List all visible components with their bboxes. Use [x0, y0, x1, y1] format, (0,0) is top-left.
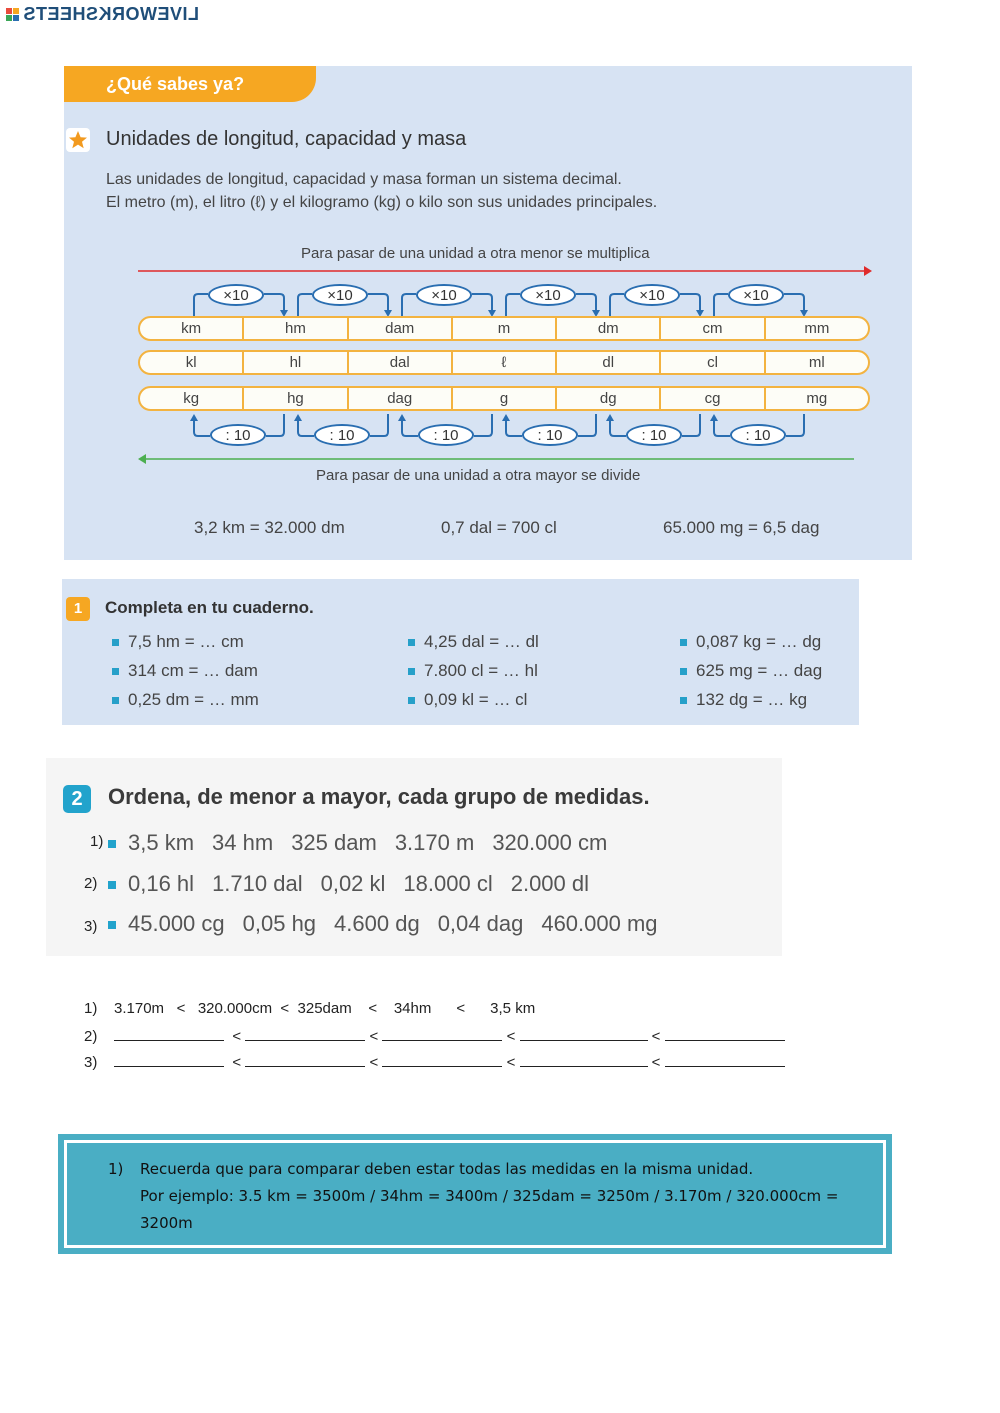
- row-number: 3): [84, 918, 98, 935]
- unit-cell: hg: [244, 388, 348, 409]
- hint-box: [58, 1134, 892, 1254]
- multiply-badge: ×10: [312, 284, 368, 306]
- unit-cell: cg: [661, 388, 765, 409]
- multiply-note: Para pasar de una unidad a otra menor se multiplica: [301, 245, 650, 262]
- star-icon: [66, 128, 90, 152]
- divide-badge: : 10: [626, 424, 682, 446]
- example-1: 3,2 km = 32.000 dm: [194, 518, 345, 537]
- capacity-units-row: [138, 350, 870, 375]
- unit-cell: mg: [806, 390, 828, 407]
- intro-line-2: El metro (m), el litro (ℓ) y el kilogramo (kg) o kilo son sus unidades principales.: [106, 194, 658, 211]
- answer-blank[interactable]: [114, 1026, 224, 1041]
- answer-row-3: 3) < < < <: [84, 1052, 785, 1078]
- unit-cell: hm: [244, 318, 348, 339]
- exercise-item: 0,087 kg = … dg: [680, 632, 821, 652]
- measure-group-1: 3,5 km 34 hm 325 dam 3.170 m 320.000 cm: [108, 830, 607, 856]
- exercise-item: 0,09 kl = … cl: [408, 690, 527, 710]
- exercise-item: 7.800 cl = … hl: [408, 661, 538, 681]
- hint-line-2: Por ejemplo: 3.5 km = 3500m / 34hm = 3400m / 325dam = 3250m / 3.170m / 320.000cm = 3200m: [140, 1187, 839, 1232]
- unit-cell: ml: [808, 354, 825, 371]
- arrow-left-icon: [138, 452, 854, 466]
- exercise-item: 4,25 dal = … dl: [408, 632, 539, 652]
- logo-squares-icon: [6, 8, 19, 21]
- unit-cell: dm: [557, 318, 661, 339]
- unit-cell: g: [453, 388, 557, 409]
- multiply-badge: ×10: [520, 284, 576, 306]
- exercise-number-badge: 2: [63, 785, 91, 813]
- answer-blank[interactable]: [382, 1026, 502, 1041]
- example-2: 0,7 dal = 700 cl: [441, 518, 557, 537]
- answer-blank[interactable]: [520, 1026, 648, 1041]
- divide-badge: : 10: [730, 424, 786, 446]
- divide-badge: : 10: [210, 424, 266, 446]
- exercise-1-panel: [62, 579, 859, 725]
- logo-text: LIVEWORKSHEETS: [23, 3, 200, 24]
- row-number: 1): [90, 833, 104, 850]
- unit-cell: kl: [140, 352, 244, 373]
- unit-cell: ℓ: [453, 352, 557, 373]
- exercise-number-badge: 1: [66, 597, 90, 621]
- exercise-item: 7,5 hm = … cm: [112, 632, 244, 652]
- hint-text: [108, 1156, 848, 1237]
- intro-text: [106, 168, 657, 214]
- measure-group-2: 0,16 hl 1.710 dal 0,02 kl 18.000 cl 2.000 dl: [108, 871, 589, 897]
- multiply-badge: ×10: [416, 284, 472, 306]
- exercise-2-title: Ordena, de menor a mayor, cada grupo de medidas.: [108, 784, 650, 809]
- measure-group-3: 45.000 cg 0,05 hg 4.600 dg 0,04 dag 460.000 mg: [108, 911, 658, 937]
- unit-cell: mm: [804, 320, 830, 337]
- exercise-item: 314 cm = … dam: [112, 661, 258, 681]
- row-number: 2): [84, 875, 98, 892]
- unit-cell: dam: [349, 318, 453, 339]
- unit-cell: dl: [557, 352, 661, 373]
- answer-blank[interactable]: [520, 1052, 648, 1067]
- unit-cell: km: [140, 318, 244, 339]
- divide-badge: : 10: [418, 424, 474, 446]
- answer-row-1: 1) 3.170m < 320.000cm < 325dam < 34hm < 3,5 km: [84, 1000, 536, 1017]
- answer-blank[interactable]: [245, 1026, 365, 1041]
- divide-note: Para pasar de una unidad a otra mayor se divide: [316, 467, 641, 484]
- exercise-1-title: Completa en tu cuaderno.: [105, 598, 314, 617]
- exercise-item: 625 mg = … dag: [680, 661, 822, 681]
- length-units-row: [138, 316, 870, 341]
- unit-cell: cm: [661, 318, 765, 339]
- answer-blank[interactable]: [382, 1052, 502, 1067]
- unit-cell: m: [453, 318, 557, 339]
- exercise-item: 132 dg = … kg: [680, 690, 807, 710]
- answer-blank[interactable]: [245, 1052, 365, 1067]
- multiply-badge: ×10: [208, 284, 264, 306]
- mass-units-row: [138, 386, 870, 411]
- answer-blank[interactable]: [114, 1052, 224, 1067]
- multiply-badge: ×10: [624, 284, 680, 306]
- unit-cell: cl: [661, 352, 765, 373]
- hint-index: 1): [108, 1160, 124, 1178]
- section-tab: ¿Qué sabes ya?: [64, 66, 316, 102]
- que-sabes-ya-panel: [64, 66, 912, 560]
- divide-badge: : 10: [314, 424, 370, 446]
- answer-blank[interactable]: [665, 1026, 785, 1041]
- multiply-badge: ×10: [728, 284, 784, 306]
- section-title: Unidades de longitud, capacidad y masa: [106, 128, 467, 150]
- hint-line-1: Recuerda que para comparar deben estar todas las medidas en la misma unidad.: [140, 1160, 754, 1178]
- answers-area: [84, 1000, 785, 1078]
- answer-blank[interactable]: [665, 1052, 785, 1067]
- exercise-2-panel: [46, 758, 782, 956]
- divide-badge: : 10: [522, 424, 578, 446]
- arrow-right-icon: [138, 264, 872, 278]
- unit-cell: dag: [349, 388, 453, 409]
- exercise-item: 0,25 dm = … mm: [112, 690, 259, 710]
- answer-row-2: 2) < < < <: [84, 1026, 785, 1052]
- intro-line-1: Las unidades de longitud, capacidad y masa forman un sistema decimal.: [106, 171, 622, 188]
- example-3: 65.000 mg = 6,5 dag: [663, 518, 820, 537]
- liveworksheets-logo: [6, 4, 199, 24]
- unit-cell: hl: [244, 352, 348, 373]
- unit-cell: dg: [557, 388, 661, 409]
- unit-cell: dal: [349, 352, 453, 373]
- unit-cell: kg: [140, 388, 244, 409]
